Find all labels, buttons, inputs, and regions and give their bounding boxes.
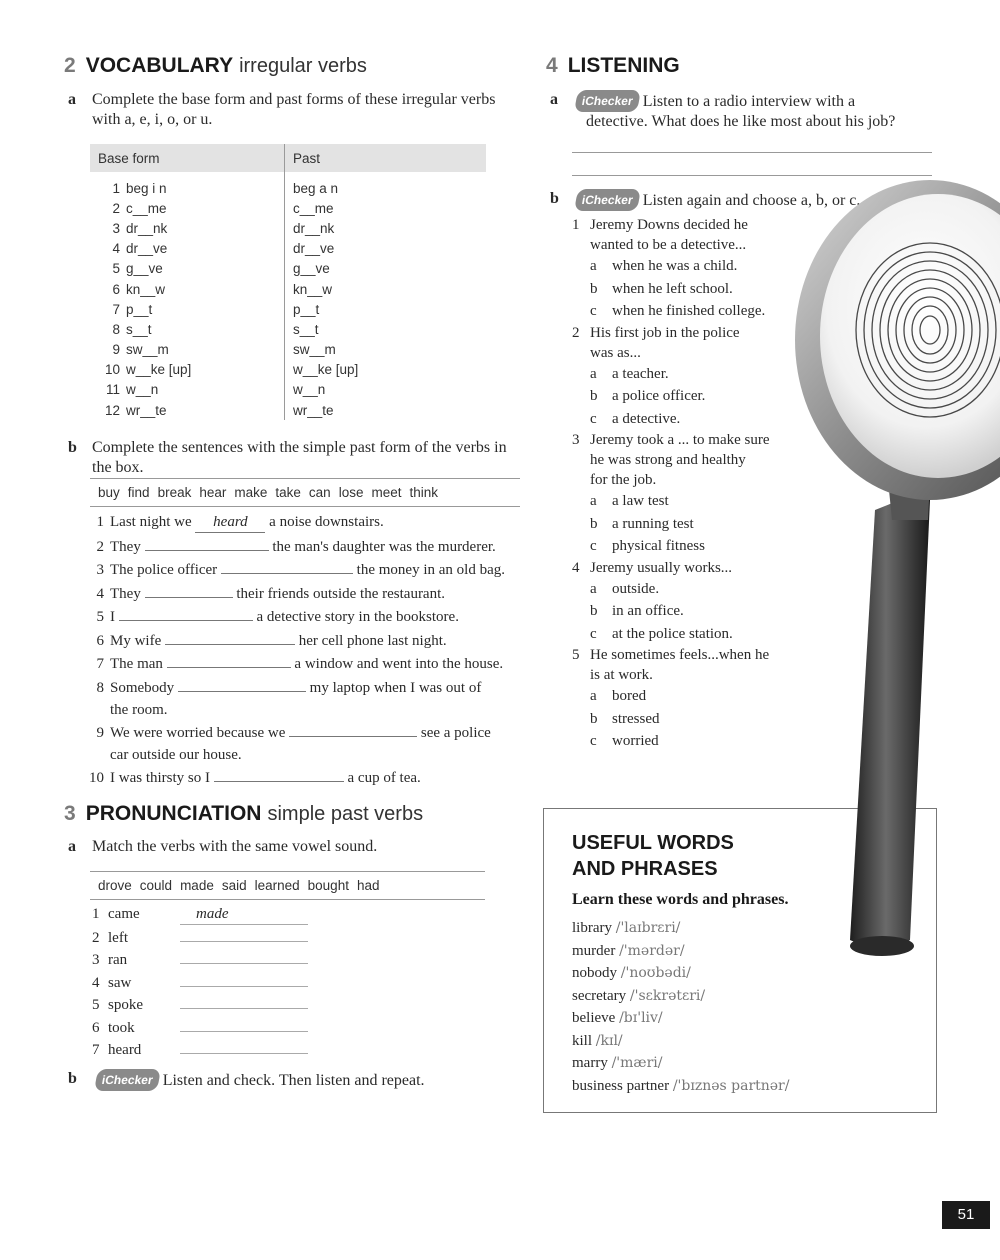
useful-word: believe <box>572 1010 620 1026</box>
row-number: 8 <box>112 321 120 337</box>
phonetic-transcription: /'bɪznəs partnər/ <box>672 1077 790 1094</box>
sentence-number: 2 <box>96 538 104 555</box>
listening-b-letter: b <box>550 190 559 207</box>
pronunciation-item <box>92 972 322 995</box>
past-form-value: w__ke [up] <box>293 362 359 378</box>
option-letter: b <box>590 710 598 727</box>
sentence-start: I <box>110 609 119 625</box>
base-form-cell[interactable] <box>90 319 285 339</box>
option-text: a detective. <box>612 410 681 427</box>
sentences-list <box>84 512 534 790</box>
box-word: had <box>356 878 380 893</box>
option-text: a law test <box>612 493 669 509</box>
option-letter: a <box>590 365 597 382</box>
question-line: was as... <box>590 344 641 361</box>
item-word: spoke <box>108 997 143 1013</box>
listening-questions <box>572 215 812 753</box>
base-form-value: w__ke [up] <box>126 362 192 378</box>
option-letter: c <box>590 733 597 749</box>
past-form-cell[interactable] <box>285 198 487 218</box>
option-text: in an office. <box>612 603 684 619</box>
table-row <box>90 218 486 238</box>
sentence-start: My wife <box>110 632 165 649</box>
box-word: take <box>275 485 301 500</box>
phonetic-transcription: /'mæri/ <box>611 1055 663 1071</box>
item-word: saw <box>108 974 132 991</box>
base-form-cell[interactable] <box>90 172 285 198</box>
option-text: physical fitness <box>612 538 705 554</box>
row-number: 9 <box>112 342 120 358</box>
answer-blank[interactable]: made <box>180 904 308 925</box>
listening-a-letter: a <box>550 91 558 108</box>
box-word: hear <box>199 485 227 500</box>
answer-option[interactable] <box>572 685 812 708</box>
table-row <box>90 360 486 380</box>
pron-b-letter: b <box>68 1070 77 1087</box>
answer-blank[interactable] <box>178 677 306 692</box>
answer-line[interactable] <box>572 152 932 153</box>
past-form-value: sw__m <box>293 342 336 358</box>
pronunciation-item <box>92 994 322 1017</box>
item-number: 4 <box>92 974 100 991</box>
sentence-number: 9 <box>96 724 104 741</box>
sentence-item <box>84 512 534 533</box>
pronunciation-item <box>92 1017 322 1040</box>
past-form-cell[interactable] <box>285 319 487 339</box>
pronunciation-items <box>92 904 322 1062</box>
question-number: 5 <box>572 647 580 663</box>
answer-option[interactable] <box>572 578 812 601</box>
base-form-value: c__me <box>126 200 167 216</box>
sentence-continuation: the room. <box>110 701 168 718</box>
table-row <box>90 400 486 420</box>
listening-a-instruction: iChecker Listen to a radio interview with a detective. What does he like most about his job? <box>576 90 956 132</box>
answer-option[interactable] <box>572 490 812 513</box>
phonetic-transcription: /bɪ'liv/ <box>619 1010 663 1026</box>
sentence-item <box>84 722 534 743</box>
answer-option[interactable] <box>572 255 812 278</box>
answer-line[interactable] <box>572 175 932 176</box>
sentence-item <box>84 559 534 580</box>
base-form-value: dr__nk <box>126 220 168 236</box>
base-form-cell[interactable] <box>90 259 285 279</box>
sentence-number: 10 <box>89 769 104 786</box>
table-row <box>90 299 486 319</box>
pronunciation-heading: 3 PRONUNCIATION simple past verbs <box>64 802 424 825</box>
phonetic-transcription: /'mərdər/ <box>619 942 685 959</box>
base-form-cell[interactable] <box>90 380 285 400</box>
row-number: 7 <box>112 301 120 317</box>
past-header: Past <box>285 144 487 172</box>
sentence-end: my laptop when I was out of <box>305 679 482 696</box>
item-word: heard <box>108 1042 142 1058</box>
sentence-continuation: car outside our house. <box>110 746 242 763</box>
base-form-value: p__t <box>126 301 153 317</box>
question-text <box>572 558 812 578</box>
question-text <box>572 215 812 235</box>
useful-word-item <box>572 1075 912 1098</box>
option-letter: a <box>590 688 597 704</box>
page-number: 51 <box>942 1201 990 1229</box>
row-number: 6 <box>112 281 120 297</box>
base-form-value: s__t <box>126 321 152 337</box>
answer-blank[interactable] <box>214 767 344 782</box>
box-word: made <box>180 878 214 893</box>
option-text: a running test <box>612 515 694 532</box>
sentence-start: Somebody <box>110 679 178 696</box>
question-text-continued <box>572 470 812 490</box>
sentence-end: a cup of tea. <box>343 769 421 786</box>
sentence-start: The man <box>110 656 167 672</box>
useful-words-title: USEFUL WORDS AND PHRASES <box>572 832 734 880</box>
sentence-number: 4 <box>96 585 104 602</box>
answer-blank[interactable] <box>145 583 233 598</box>
sentence-end: her cell phone last night. <box>295 632 447 649</box>
question-text-continued <box>572 665 812 685</box>
question-number: 2 <box>572 324 580 341</box>
item-word: came <box>108 906 140 922</box>
sentence-item <box>84 606 534 627</box>
vocab-a-letter: a <box>68 91 76 108</box>
row-number: 11 <box>105 382 120 398</box>
box-word: can <box>308 485 331 500</box>
ichecker-badge[interactable]: iChecker <box>574 189 641 211</box>
item-number: 2 <box>92 929 100 946</box>
useful-word: murder <box>572 942 620 959</box>
answer-option[interactable] <box>572 513 812 536</box>
sentence-number: 8 <box>96 679 104 696</box>
sentence-item <box>84 536 534 557</box>
past-form-cell[interactable] <box>285 380 487 400</box>
option-text: stressed <box>612 710 660 727</box>
option-text: when he was a child. <box>612 258 738 274</box>
verb-word-box <box>90 478 520 507</box>
sentence-item <box>84 630 534 651</box>
item-number: 5 <box>92 997 100 1013</box>
box-word: learned <box>254 878 300 893</box>
option-text: outside. <box>612 580 660 597</box>
useful-word: kill <box>572 1032 596 1049</box>
question-text <box>572 645 812 665</box>
useful-word: library <box>572 920 616 936</box>
sentence-end: the man's daughter was the murderer. <box>268 538 496 555</box>
sentence-item <box>84 767 534 788</box>
pron-a-letter: a <box>68 838 76 855</box>
past-form-value: kn__w <box>293 281 333 297</box>
handle-end <box>850 936 914 956</box>
item-number: 1 <box>92 906 100 922</box>
box-word: break <box>157 485 192 500</box>
row-number: 1 <box>112 180 120 196</box>
sentence-number: 6 <box>96 632 104 649</box>
pronunciation-item <box>92 949 322 972</box>
past-form-cell[interactable] <box>285 279 487 299</box>
useful-word: marry <box>572 1055 612 1071</box>
answer-blank[interactable]: heard <box>195 512 265 533</box>
base-form-value: kn__w <box>126 281 166 297</box>
base-form-value: wr__te <box>126 402 167 418</box>
answer-blank[interactable] <box>180 994 308 1009</box>
ichecker-badge[interactable]: iChecker <box>94 1069 161 1091</box>
pronunciation-item <box>92 904 322 927</box>
base-form-value: sw__m <box>126 342 169 358</box>
box-word: meet <box>371 485 402 500</box>
past-form-cell[interactable] <box>285 239 487 259</box>
base-form-cell[interactable] <box>90 299 285 319</box>
option-text: at the police station. <box>612 625 733 642</box>
option-letter: c <box>590 625 597 642</box>
item-word: took <box>108 1019 135 1036</box>
table-row <box>90 380 486 400</box>
irregular-verbs-table <box>90 144 486 420</box>
pron-a-instruction: Match the verbs with the same vowel sound. <box>92 838 378 855</box>
box-word: buy <box>98 485 120 500</box>
table-row <box>90 198 486 218</box>
base-form-cell[interactable] <box>90 198 285 218</box>
box-word: bought <box>307 878 349 893</box>
past-form-cell[interactable] <box>285 360 487 380</box>
question-line: His first job in the police <box>590 324 740 341</box>
past-form-value: s__t <box>293 321 319 337</box>
item-number: 6 <box>92 1019 100 1036</box>
box-word: said <box>221 878 247 893</box>
pron-b-instruction: iChecker Listen and check. Then listen and repeat. <box>96 1069 425 1091</box>
question-text-continued <box>572 450 812 470</box>
question-text-continued <box>572 343 812 363</box>
sentence-start: I was thirsty so I <box>110 769 214 786</box>
answer-blank[interactable] <box>119 606 253 621</box>
phonetic-transcription: /kɪl/ <box>595 1032 623 1049</box>
question-number: 1 <box>572 217 580 233</box>
sentence-end: a noise downstairs. <box>265 514 384 530</box>
sentence-item <box>84 583 534 604</box>
sentence-start: They <box>110 585 145 602</box>
option-text: worried <box>612 733 659 749</box>
answer-option[interactable] <box>572 300 812 323</box>
question-text-continued <box>572 235 812 255</box>
answer-option[interactable] <box>572 278 812 301</box>
table-row <box>90 172 486 198</box>
vocabulary-heading: 2 VOCABULARY irregular verbs <box>64 54 367 77</box>
phonetic-transcription: /'sɛkrətɛri/ <box>629 987 706 1004</box>
past-form-value: c__me <box>293 200 334 216</box>
sound-word-box <box>90 871 485 900</box>
phonetic-transcription: /'laɪbrɛri/ <box>615 920 681 936</box>
base-form-cell[interactable] <box>90 340 285 360</box>
base-form-value: dr__ve <box>126 241 168 257</box>
question-line: Jeremy usually works... <box>590 559 733 576</box>
glass-handle <box>850 500 930 948</box>
row-number: 2 <box>112 200 120 216</box>
answer-blank[interactable] <box>180 972 308 987</box>
answer-option[interactable] <box>572 385 812 408</box>
box-word: could <box>139 878 173 893</box>
answer-option[interactable] <box>572 363 812 386</box>
vocab-b-letter: b <box>68 439 77 456</box>
table-row <box>90 259 486 279</box>
base-form-cell[interactable] <box>90 239 285 259</box>
option-text: when he finished college. <box>612 303 766 319</box>
box-word: find <box>127 485 150 500</box>
answer-blank[interactable] <box>165 630 295 645</box>
option-letter: c <box>590 410 597 427</box>
ichecker-badge[interactable]: iChecker <box>574 90 641 112</box>
question-line: wanted to be a detective... <box>590 237 747 253</box>
question-line: He sometimes feels...when he <box>590 647 770 663</box>
past-form-value: dr__ve <box>293 241 335 257</box>
table-row <box>90 239 486 259</box>
answer-blank[interactable] <box>180 949 308 964</box>
sentence-start: They <box>110 538 145 555</box>
item-word: left <box>108 929 128 946</box>
question-text <box>572 430 812 450</box>
question-number: 4 <box>572 559 580 576</box>
past-form-value: w__n <box>293 382 326 398</box>
answer-option[interactable] <box>572 600 812 623</box>
past-form-cell[interactable] <box>285 259 487 279</box>
option-letter: b <box>590 280 598 297</box>
answer-blank[interactable] <box>180 1017 308 1032</box>
useful-word: business partner <box>572 1077 673 1094</box>
sentence-number: 1 <box>96 514 104 530</box>
useful-words-subtitle: Learn these words and phrases. <box>572 891 789 908</box>
listening-b-instruction: iChecker Listen again and choose a, b, or c. <box>576 189 860 211</box>
past-form-value: wr__te <box>293 402 334 418</box>
sentence-end: a detective story in the bookstore. <box>252 609 459 625</box>
useful-word: nobody <box>572 965 621 981</box>
past-form-value: p__t <box>293 301 320 317</box>
option-letter: c <box>590 303 597 319</box>
row-number: 5 <box>112 261 120 277</box>
sentence-end: a window and went into the house. <box>290 656 504 672</box>
question-line: he was strong and healthy <box>590 452 746 468</box>
question-line: for the job. <box>590 472 657 488</box>
answer-option[interactable] <box>572 730 812 753</box>
option-text: bored <box>612 688 647 704</box>
row-number: 3 <box>112 220 120 236</box>
box-word: make <box>234 485 268 500</box>
past-form-cell[interactable] <box>285 172 487 198</box>
answer-blank[interactable] <box>180 927 308 942</box>
item-number: 7 <box>92 1042 100 1058</box>
answer-blank[interactable] <box>167 653 291 668</box>
useful-word-item <box>572 962 912 985</box>
useful-word-item <box>572 1030 912 1053</box>
magnifying-glass-image <box>780 180 1000 960</box>
sentence-end: the money in an old bag. <box>352 562 505 578</box>
pronunciation-item <box>92 1039 322 1062</box>
sentence-start: We were worried because we <box>110 724 290 741</box>
question-number: 3 <box>572 432 580 448</box>
item-number: 3 <box>92 952 100 968</box>
vocab-b-instruction: Complete the sentences with the simple past form of the verbs in the box. <box>92 439 507 476</box>
answer-option[interactable] <box>572 408 812 431</box>
answer-option[interactable] <box>572 708 812 731</box>
past-form-cell[interactable] <box>285 400 487 420</box>
listening-heading: 4 LISTENING <box>546 54 680 77</box>
box-word: think <box>409 485 439 500</box>
useful-word: secretary <box>572 987 630 1004</box>
sentence-number: 7 <box>96 656 104 672</box>
past-form-cell[interactable] <box>285 218 487 238</box>
box-word: lose <box>338 485 364 500</box>
base-form-value: g__ve <box>126 261 163 277</box>
table-row <box>90 319 486 339</box>
past-form-cell[interactable] <box>285 299 487 319</box>
item-word: ran <box>108 952 128 968</box>
row-number: 10 <box>104 362 120 378</box>
option-text: when he left school. <box>612 280 733 297</box>
answer-blank[interactable] <box>180 1039 308 1054</box>
past-form-value: g__ve <box>293 261 330 277</box>
sentence-end: their friends outside the restaurant. <box>232 585 446 602</box>
base-form-value: w__n <box>126 382 159 398</box>
option-letter: a <box>590 580 597 597</box>
table-row <box>90 279 486 299</box>
table-row <box>90 340 486 360</box>
past-form-value: dr__nk <box>293 220 335 236</box>
option-letter: a <box>590 258 597 274</box>
option-letter: b <box>590 515 598 532</box>
base-form-value: beg i n <box>126 180 167 196</box>
base-form-cell[interactable] <box>90 218 285 238</box>
row-number: 12 <box>104 402 120 418</box>
sentence-item <box>84 677 534 698</box>
answer-option[interactable] <box>572 623 812 646</box>
option-letter: c <box>590 538 597 554</box>
base-form-header: Base form <box>90 144 285 172</box>
answer-blank[interactable] <box>221 559 353 574</box>
sentence-end: see a police <box>417 724 491 741</box>
past-form-value: beg a n <box>293 180 339 196</box>
sentence-number: 3 <box>96 562 104 578</box>
sentence-start: The police officer <box>110 562 221 578</box>
pronunciation-item <box>92 927 322 950</box>
answer-blank[interactable] <box>289 722 417 737</box>
past-form-cell[interactable] <box>285 340 487 360</box>
answer-option[interactable] <box>572 535 812 558</box>
option-letter: b <box>590 603 598 619</box>
verb-rows <box>90 172 486 420</box>
row-number: 4 <box>112 241 120 257</box>
useful-word-item <box>572 1052 912 1075</box>
answer-blank[interactable] <box>145 536 269 551</box>
sentence-number: 5 <box>96 609 104 625</box>
base-form-cell[interactable] <box>90 360 285 380</box>
option-text: a police officer. <box>612 388 706 404</box>
option-letter: b <box>590 388 598 404</box>
box-word: drove <box>98 878 132 893</box>
question-line: is at work. <box>590 667 653 683</box>
vocab-a-instruction: Complete the base form and past forms of these irregular verbs with a, e, i, o, or u. <box>92 91 496 128</box>
question-line: Jeremy Downs decided he <box>590 217 748 233</box>
useful-word-item <box>572 1007 912 1030</box>
sentence-start: Last night we <box>110 514 196 530</box>
sentence-item <box>84 653 534 674</box>
base-form-cell[interactable] <box>90 279 285 299</box>
base-form-cell[interactable] <box>90 400 285 420</box>
phonetic-transcription: /'noʊbədi/ <box>620 965 691 981</box>
option-letter: a <box>590 493 597 509</box>
useful-word-item <box>572 985 912 1008</box>
question-text <box>572 323 812 343</box>
question-line: Jeremy took a ... to make sure <box>590 432 770 448</box>
option-text: a teacher. <box>612 365 669 382</box>
